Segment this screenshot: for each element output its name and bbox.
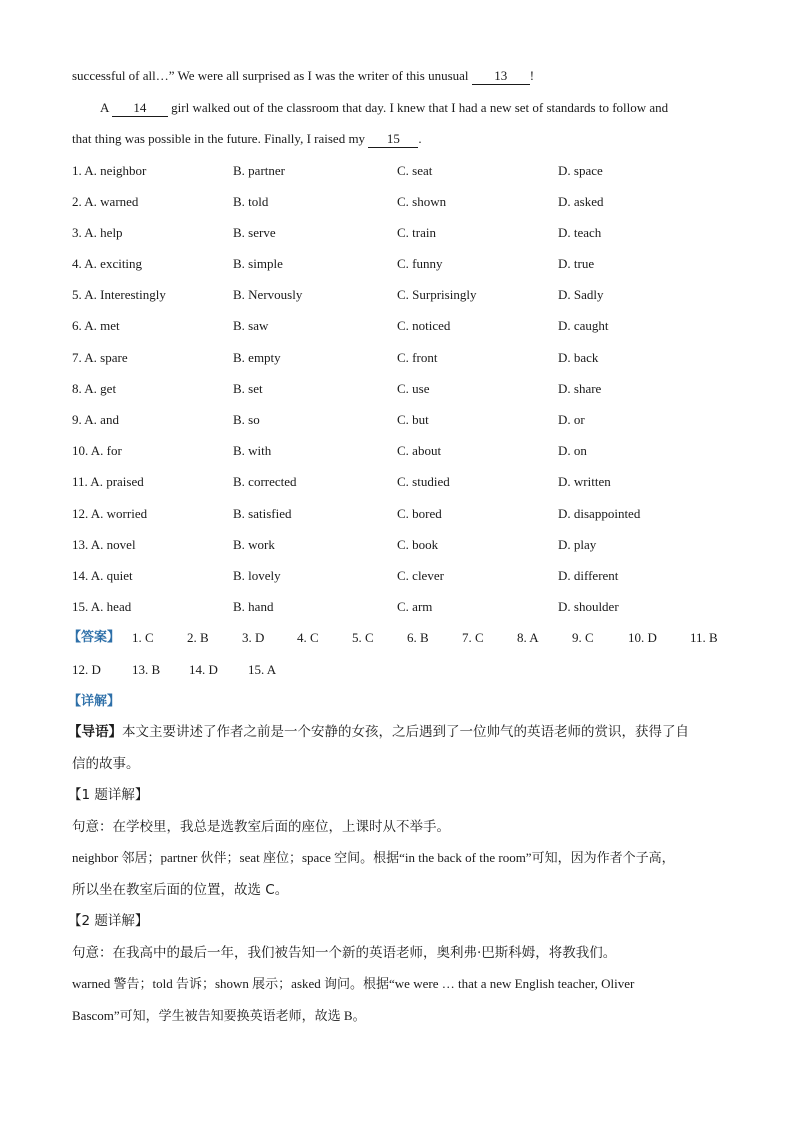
option-a: 6. A. met	[72, 318, 120, 334]
q1-explain-line-2	[72, 878, 722, 910]
answer-item: 1. C	[132, 630, 154, 646]
option-b: B. Nervously	[233, 287, 303, 303]
option-a: 11. A. praised	[72, 474, 144, 490]
option-a: 9. A. and	[72, 412, 119, 427]
passage-text: A	[100, 99, 112, 115]
option-a: 14. A. quiet	[72, 567, 133, 583]
answer-item: 6. B	[407, 630, 429, 646]
option-a: 4. A. exciting	[72, 256, 143, 272]
option-row	[72, 159, 722, 190]
passage-text: girl walked out of the classroom that day. I knew that I had a new set of standards to follow and	[167, 99, 669, 115]
option-c: C. use	[397, 380, 430, 396]
q1-explain-text: 所以坐在教室后面的位置，故选 C。	[72, 881, 289, 898]
q2-label: 【2 题详解】	[68, 913, 149, 930]
option-row	[72, 408, 722, 439]
guide-line-1	[68, 720, 722, 752]
option-c: C. about	[397, 443, 442, 459]
option-b: B. set	[233, 380, 263, 396]
option-a: 2. A. warned	[72, 193, 139, 209]
option-a: 10. A. for	[72, 443, 122, 459]
guide-line-2	[72, 752, 722, 784]
option-c: C. arm	[397, 599, 433, 615]
detail-heading	[68, 689, 722, 721]
q2-explain-text: Bascom”可知，学生被告知要换英语老师，故选 B。	[72, 1007, 366, 1023]
option-c: C. but	[397, 412, 429, 427]
answer-item: 13. B	[132, 661, 161, 677]
option-c: C. bored	[397, 505, 442, 521]
q2-explain-text: warned 警告；told 告诉；shown 展示；asked 询问。根据“we were … that a new English teacher, Oliver	[72, 976, 635, 992]
option-a: 15. A. head	[72, 599, 132, 615]
option-d: D. asked	[558, 193, 604, 209]
blank-13: 13	[472, 68, 530, 85]
option-d: D. on	[558, 443, 587, 459]
option-d: D. back	[558, 349, 599, 365]
option-b: B. so	[233, 412, 260, 427]
q2-sentence	[72, 941, 722, 973]
q1-sentence	[72, 815, 722, 847]
option-d: D. play	[558, 536, 597, 552]
passage-text: .	[418, 131, 422, 146]
option-d: D. space	[558, 162, 603, 178]
option-row	[72, 221, 722, 252]
guide-text: 信的故事。	[72, 755, 140, 772]
option-d: D. teach	[558, 224, 602, 240]
q2-explain-line-1	[72, 972, 722, 1004]
blank-15: 15	[368, 131, 418, 148]
answer-item: 15. A	[248, 661, 277, 677]
option-b: B. lovely	[233, 567, 281, 583]
option-a: 13. A. novel	[72, 536, 136, 552]
option-b: B. satisfied	[233, 505, 292, 521]
option-a: 12. A. worried	[72, 505, 148, 521]
q2-sentence-text: 句意：在我高中的最后一年，我们被告知一个新的英语老师，奥利弗·巴斯科姆，将教我们。	[72, 944, 617, 961]
option-row	[72, 314, 722, 345]
option-c: C. clever	[397, 567, 444, 583]
answer-item: 3. D	[242, 630, 265, 646]
answer-item: 4. C	[297, 630, 319, 646]
passage-line-2	[72, 96, 722, 128]
option-row	[72, 346, 722, 377]
option-b: B. simple	[233, 256, 283, 272]
options-list	[72, 159, 722, 627]
option-b: B. with	[233, 443, 272, 459]
option-c: C. shown	[397, 193, 447, 209]
option-a: 1. A. neighbor	[72, 162, 147, 178]
option-d: D. caught	[558, 318, 609, 334]
answer-item: 5. C	[352, 630, 374, 646]
q2-heading	[68, 909, 722, 941]
q2-explain-line-2	[72, 1004, 722, 1036]
option-b: B. hand	[233, 599, 274, 615]
passage-line-1	[72, 64, 722, 96]
detail-label: 【详解】	[68, 693, 121, 709]
option-d: D. or	[558, 412, 585, 427]
answer-item: 8. A	[517, 630, 539, 646]
option-row	[72, 564, 722, 595]
q1-explain-line-1	[72, 846, 722, 878]
option-c: C. train	[397, 224, 436, 240]
q1-sentence-text: 句意：在学校里，我总是选教室后面的座位，上课时从不举手。	[72, 818, 450, 835]
q1-heading	[68, 783, 722, 815]
document-page	[68, 64, 722, 1035]
option-row	[72, 502, 722, 533]
option-d: D. share	[558, 380, 602, 396]
answer-item: 11. B	[690, 630, 718, 646]
option-c: C. studied	[397, 474, 450, 490]
blank-14: 14	[112, 100, 168, 117]
passage-text: !	[529, 68, 535, 83]
option-d: D. written	[558, 474, 611, 490]
option-b: B. work	[233, 536, 275, 552]
option-b: B. told	[233, 193, 269, 209]
option-row	[72, 595, 722, 626]
option-row	[72, 190, 722, 221]
option-d: D. different	[558, 567, 619, 583]
guide-text: 本文主要讲述了作者之前是一个安静的女孩，之后遇到了一位帅气的英语老师的赏识，获得了自	[122, 724, 689, 741]
option-d: D. Sadly	[558, 287, 604, 303]
answer-item: 14. D	[189, 661, 218, 677]
passage-text: that thing was possible in the future. Finally, I raised my	[72, 131, 369, 146]
answer-item: 9. C	[572, 630, 594, 646]
option-a: 5. A. Interestingly	[72, 287, 166, 303]
option-row	[72, 470, 722, 501]
option-c: C. book	[397, 536, 439, 552]
answer-item: 10. D	[628, 630, 657, 646]
option-row	[72, 439, 722, 470]
option-d: D. shoulder	[558, 599, 619, 615]
option-a: 8. A. get	[72, 380, 117, 396]
option-c: C. noticed	[397, 318, 451, 334]
option-d: D. true	[558, 256, 595, 272]
option-c: C. funny	[397, 256, 443, 272]
option-c: C. front	[397, 349, 438, 365]
guide-label: 【导语】	[68, 724, 122, 741]
option-row	[72, 283, 722, 314]
option-row	[72, 377, 722, 408]
answers-row-2	[72, 658, 722, 689]
option-b: B. empty	[233, 349, 281, 365]
option-b: B. saw	[233, 318, 269, 334]
answer-label: 【答案】	[68, 630, 121, 646]
option-row	[72, 252, 722, 283]
q1-explain-text: neighbor 邻居；partner 伙伴；seat 座位；space 空间。根据“in the back of the room”可知，因为作者个子高，	[72, 850, 675, 866]
option-b: B. partner	[233, 162, 285, 178]
q1-label: 【1 题详解】	[68, 787, 149, 804]
passage-text: successful of all…” We were all surprised as I was the writer of this unusual	[72, 68, 472, 83]
option-row	[72, 533, 722, 564]
option-c: C. Surprisingly	[397, 287, 477, 303]
answer-item: 12. D	[72, 661, 101, 677]
option-c: C. seat	[397, 162, 433, 178]
answers-row-1	[68, 626, 722, 657]
option-b: B. corrected	[233, 474, 297, 490]
answer-item: 2. B	[187, 630, 209, 646]
option-b: B. serve	[233, 224, 276, 240]
option-a: 7. A. spare	[72, 349, 128, 365]
option-d: D. disappointed	[558, 505, 641, 521]
option-a: 3. A. help	[72, 224, 123, 240]
answer-item: 7. C	[462, 630, 484, 646]
passage-line-3	[72, 127, 722, 159]
